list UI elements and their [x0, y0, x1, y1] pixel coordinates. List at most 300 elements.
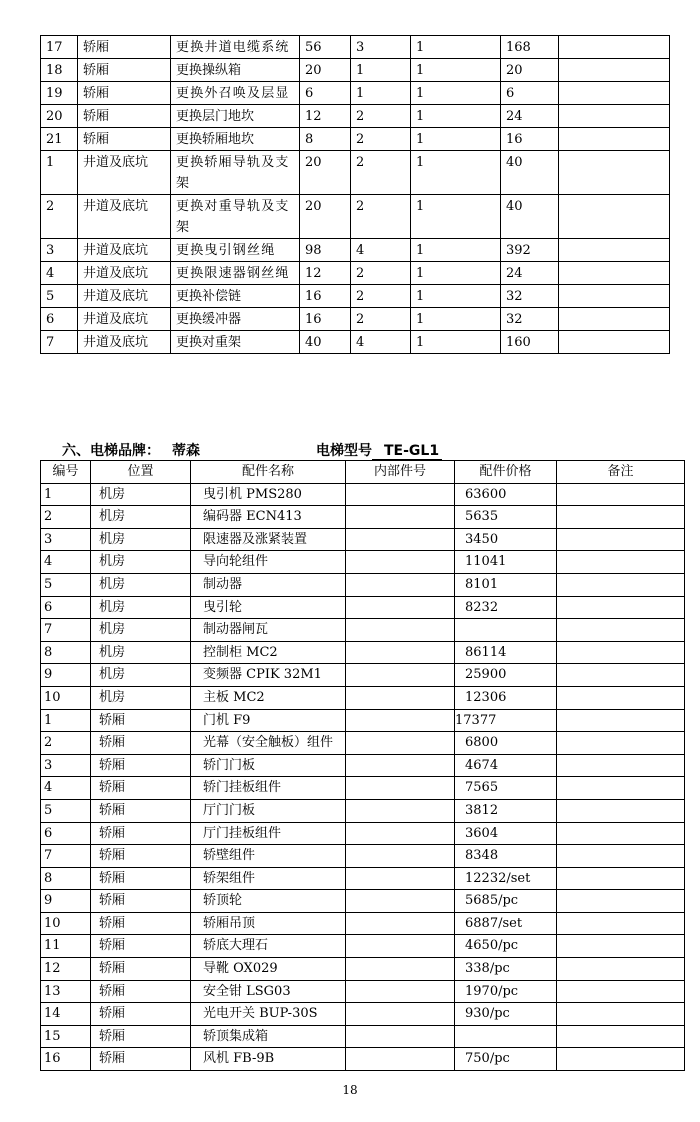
part-location: 轿厢	[91, 980, 191, 1003]
part-remarks	[557, 483, 685, 506]
row-note	[559, 82, 670, 105]
row-location: 轿厢	[78, 105, 171, 128]
row-location: 井道及底坑	[78, 195, 171, 239]
part-price: 11041	[455, 551, 557, 574]
elevator-brand: 蒂森	[166, 440, 230, 461]
part-location: 机房	[91, 551, 191, 574]
row-number: 6	[41, 308, 78, 331]
part-row	[41, 664, 685, 687]
part-row	[41, 686, 685, 709]
row-value-b: 2	[351, 262, 411, 285]
part-name: 轿顶集成箱	[191, 1025, 346, 1048]
row-work-item: 更换井道电缆系统	[171, 36, 300, 59]
row-value-b: 2	[351, 285, 411, 308]
part-name: 曳引机 PMS280	[191, 483, 346, 506]
part-internal-no	[346, 596, 455, 619]
part-row	[41, 754, 685, 777]
part-location: 轿厢	[91, 754, 191, 777]
part-internal-no	[346, 935, 455, 958]
part-internal-no	[346, 528, 455, 551]
row-number: 2	[41, 195, 78, 239]
part-number: 16	[41, 1048, 91, 1071]
part-name: 厅门门板	[191, 799, 346, 822]
row-total: 6	[501, 82, 559, 105]
row-value-a: 16	[300, 285, 351, 308]
part-location: 轿厢	[91, 732, 191, 755]
part-internal-no	[346, 867, 455, 890]
maintenance-row	[41, 151, 670, 195]
part-remarks	[557, 1025, 685, 1048]
part-name: 轿顶轮	[191, 890, 346, 913]
part-price: 930/pc	[455, 1003, 557, 1026]
part-number: 9	[41, 890, 91, 913]
parts-price-table	[40, 460, 685, 1071]
row-value-c: 1	[411, 308, 501, 331]
part-name: 控制柜 MC2	[191, 641, 346, 664]
part-name: 厅门挂板组件	[191, 822, 346, 845]
part-price: 6887/set	[455, 912, 557, 935]
part-number: 12	[41, 958, 91, 981]
row-location: 井道及底坑	[78, 239, 171, 262]
part-internal-no	[346, 664, 455, 687]
part-number: 13	[41, 980, 91, 1003]
part-price: 3604	[455, 822, 557, 845]
part-remarks	[557, 732, 685, 755]
part-internal-no	[346, 958, 455, 981]
row-value-a: 8	[300, 128, 351, 151]
part-number: 6	[41, 822, 91, 845]
part-number: 10	[41, 912, 91, 935]
row-work-item: 更换补偿链	[171, 285, 300, 308]
part-name: 导向轮组件	[191, 551, 346, 574]
part-location: 轿厢	[91, 935, 191, 958]
header-remarks: 备注	[557, 461, 685, 484]
part-number: 7	[41, 845, 91, 868]
row-value-a: 56	[300, 36, 351, 59]
part-internal-no	[346, 845, 455, 868]
row-work-item: 更换限速器钢丝绳	[171, 262, 300, 285]
part-price: 86114	[455, 641, 557, 664]
part-remarks	[557, 1048, 685, 1071]
part-row	[41, 1025, 685, 1048]
part-row	[41, 483, 685, 506]
part-number: 2	[41, 506, 91, 529]
part-internal-no	[346, 822, 455, 845]
part-name: 轿底大理石	[191, 935, 346, 958]
row-number: 19	[41, 82, 78, 105]
header-location: 位置	[91, 461, 191, 484]
row-total: 40	[501, 151, 559, 195]
part-number: 11	[41, 935, 91, 958]
row-value-a: 12	[300, 262, 351, 285]
part-internal-no	[346, 619, 455, 642]
row-value-c: 1	[411, 262, 501, 285]
part-name: 制动器闸瓦	[191, 619, 346, 642]
part-price: 63600	[455, 483, 557, 506]
part-price: 1970/pc	[455, 980, 557, 1003]
row-value-a: 12	[300, 105, 351, 128]
part-price: 6800	[455, 732, 557, 755]
row-value-c: 1	[411, 59, 501, 82]
part-row	[41, 551, 685, 574]
part-name: 主板 MC2	[191, 686, 346, 709]
part-remarks	[557, 912, 685, 935]
row-value-c: 1	[411, 82, 501, 105]
maintenance-row	[41, 308, 670, 331]
part-internal-no	[346, 551, 455, 574]
part-row	[41, 596, 685, 619]
row-total: 24	[501, 105, 559, 128]
part-number: 14	[41, 1003, 91, 1026]
part-row	[41, 619, 685, 642]
row-value-b: 2	[351, 128, 411, 151]
page-number: 18	[342, 1083, 358, 1097]
part-location: 机房	[91, 506, 191, 529]
part-internal-no	[346, 1048, 455, 1071]
maintenance-hours-table-body	[41, 36, 670, 354]
row-value-a: 40	[300, 331, 351, 354]
part-name: 轿门门板	[191, 754, 346, 777]
row-location: 轿厢	[78, 128, 171, 151]
part-location: 轿厢	[91, 867, 191, 890]
part-internal-no	[346, 506, 455, 529]
part-number: 2	[41, 732, 91, 755]
part-remarks	[557, 686, 685, 709]
part-row	[41, 980, 685, 1003]
part-remarks	[557, 754, 685, 777]
row-note	[559, 331, 670, 354]
part-price	[455, 619, 557, 642]
row-value-b: 3	[351, 36, 411, 59]
part-number: 8	[41, 867, 91, 890]
part-price: 25900	[455, 664, 557, 687]
row-value-a: 20	[300, 59, 351, 82]
parts-price-table-body	[41, 483, 685, 1070]
part-internal-no	[346, 980, 455, 1003]
part-remarks	[557, 551, 685, 574]
part-internal-no	[346, 573, 455, 596]
part-location: 机房	[91, 619, 191, 642]
part-name: 风机 FB-9B	[191, 1048, 346, 1071]
part-number: 15	[41, 1025, 91, 1048]
part-row	[41, 777, 685, 800]
part-internal-no	[346, 641, 455, 664]
part-name: 轿厢吊顶	[191, 912, 346, 935]
maintenance-row	[41, 82, 670, 105]
row-location: 井道及底坑	[78, 331, 171, 354]
part-row	[41, 1003, 685, 1026]
part-name: 门机 F9	[191, 709, 346, 732]
part-remarks	[557, 573, 685, 596]
part-price: 8232	[455, 596, 557, 619]
row-location: 井道及底坑	[78, 285, 171, 308]
row-location: 轿厢	[78, 82, 171, 105]
part-name: 制动器	[191, 573, 346, 596]
maintenance-row	[41, 195, 670, 239]
part-price: 8101	[455, 573, 557, 596]
row-work-item: 更换轿厢导轨及支架	[171, 151, 300, 195]
part-price: 4674	[455, 754, 557, 777]
row-work-item: 更换轿厢地坎	[171, 128, 300, 151]
part-location: 轿厢	[91, 1048, 191, 1071]
row-number: 21	[41, 128, 78, 151]
row-value-b: 2	[351, 105, 411, 128]
part-row	[41, 799, 685, 822]
part-row	[41, 890, 685, 913]
part-price: 5685/pc	[455, 890, 557, 913]
row-number: 4	[41, 262, 78, 285]
row-note	[559, 151, 670, 195]
row-value-b: 2	[351, 195, 411, 239]
row-number: 18	[41, 59, 78, 82]
part-name: 轿架组件	[191, 867, 346, 890]
row-value-c: 1	[411, 285, 501, 308]
row-work-item: 更换对重架	[171, 331, 300, 354]
row-location: 轿厢	[78, 59, 171, 82]
part-remarks	[557, 958, 685, 981]
part-internal-no	[346, 890, 455, 913]
maintenance-row	[41, 285, 670, 308]
row-note	[559, 36, 670, 59]
row-number: 3	[41, 239, 78, 262]
part-location: 机房	[91, 528, 191, 551]
part-remarks	[557, 890, 685, 913]
part-location: 轿厢	[91, 912, 191, 935]
part-internal-no	[346, 1025, 455, 1048]
row-work-item: 更换缓冲器	[171, 308, 300, 331]
row-location: 井道及底坑	[78, 308, 171, 331]
part-internal-no	[346, 709, 455, 732]
part-row	[41, 641, 685, 664]
row-total: 40	[501, 195, 559, 239]
part-price: 5635	[455, 506, 557, 529]
part-location: 轿厢	[91, 890, 191, 913]
part-name: 光电开关 BUP-30S	[191, 1003, 346, 1026]
part-remarks	[557, 619, 685, 642]
section-title: 六、电梯品牌：	[62, 443, 160, 459]
part-location: 机房	[91, 664, 191, 687]
part-price: 3812	[455, 799, 557, 822]
row-value-c: 1	[411, 151, 501, 195]
part-number: 8	[41, 641, 91, 664]
part-remarks	[557, 845, 685, 868]
part-remarks	[557, 799, 685, 822]
row-value-c: 1	[411, 105, 501, 128]
part-remarks	[557, 528, 685, 551]
part-row	[41, 845, 685, 868]
part-number: 9	[41, 664, 91, 687]
row-number: 1	[41, 151, 78, 195]
part-number: 7	[41, 619, 91, 642]
part-price: 3450	[455, 528, 557, 551]
row-value-a: 6	[300, 82, 351, 105]
maintenance-row	[41, 331, 670, 354]
part-row	[41, 1048, 685, 1071]
part-remarks	[557, 777, 685, 800]
part-row	[41, 528, 685, 551]
row-value-b: 2	[351, 151, 411, 195]
maintenance-hours-table	[40, 35, 670, 354]
part-location: 机房	[91, 686, 191, 709]
row-number: 20	[41, 105, 78, 128]
part-internal-no	[346, 686, 455, 709]
row-value-b: 1	[351, 82, 411, 105]
part-remarks	[557, 506, 685, 529]
part-remarks	[557, 596, 685, 619]
row-note	[559, 195, 670, 239]
part-internal-no	[346, 777, 455, 800]
row-value-c: 1	[411, 239, 501, 262]
row-total: 392	[501, 239, 559, 262]
row-total: 32	[501, 308, 559, 331]
part-internal-no	[346, 754, 455, 777]
maintenance-row	[41, 239, 670, 262]
row-value-c: 1	[411, 128, 501, 151]
part-number: 10	[41, 686, 91, 709]
part-price: 17377	[455, 709, 557, 732]
row-value-c: 1	[411, 36, 501, 59]
maintenance-row	[41, 128, 670, 151]
row-value-b: 4	[351, 331, 411, 354]
part-location: 机房	[91, 641, 191, 664]
part-price: 7565	[455, 777, 557, 800]
part-number: 1	[41, 483, 91, 506]
part-row	[41, 935, 685, 958]
row-total: 160	[501, 331, 559, 354]
part-price: 12306	[455, 686, 557, 709]
part-location: 机房	[91, 596, 191, 619]
part-row	[41, 822, 685, 845]
elevator-model: TE-GL1	[372, 443, 442, 460]
row-note	[559, 239, 670, 262]
row-value-a: 20	[300, 195, 351, 239]
part-remarks	[557, 664, 685, 687]
part-location: 轿厢	[91, 1003, 191, 1026]
part-location: 轿厢	[91, 822, 191, 845]
row-work-item: 更换对重导轨及支架	[171, 195, 300, 239]
part-internal-no	[346, 1003, 455, 1026]
part-row	[41, 709, 685, 732]
part-name: 曳引轮	[191, 596, 346, 619]
part-number: 5	[41, 799, 91, 822]
part-row	[41, 732, 685, 755]
part-price: 338/pc	[455, 958, 557, 981]
part-price	[455, 1025, 557, 1048]
row-total: 24	[501, 262, 559, 285]
parts-table-header-row	[41, 461, 685, 484]
row-value-b: 4	[351, 239, 411, 262]
row-value-c: 1	[411, 195, 501, 239]
part-price: 4650/pc	[455, 935, 557, 958]
row-location: 井道及底坑	[78, 151, 171, 195]
part-remarks	[557, 980, 685, 1003]
part-name: 安全钳 LSG03	[191, 980, 346, 1003]
part-location: 机房	[91, 573, 191, 596]
part-name: 限速器及涨紧装置	[191, 528, 346, 551]
part-location: 轿厢	[91, 1025, 191, 1048]
row-number: 5	[41, 285, 78, 308]
row-work-item: 更换层门地坎	[171, 105, 300, 128]
row-value-a: 20	[300, 151, 351, 195]
part-name: 轿门挂板组件	[191, 777, 346, 800]
maintenance-row	[41, 105, 670, 128]
part-internal-no	[346, 483, 455, 506]
row-value-c: 1	[411, 331, 501, 354]
row-work-item: 更换操纵箱	[171, 59, 300, 82]
part-name: 编码器 ECN413	[191, 506, 346, 529]
header-internal-part-no: 内部件号	[346, 461, 455, 484]
row-location: 轿厢	[78, 36, 171, 59]
part-name: 变频器 CPIK 32M1	[191, 664, 346, 687]
maintenance-row	[41, 59, 670, 82]
part-price: 12232/set	[455, 867, 557, 890]
row-value-b: 2	[351, 308, 411, 331]
part-internal-no	[346, 799, 455, 822]
part-location: 轿厢	[91, 799, 191, 822]
row-value-b: 1	[351, 59, 411, 82]
part-location: 轿厢	[91, 709, 191, 732]
part-number: 4	[41, 551, 91, 574]
part-number: 4	[41, 777, 91, 800]
row-note	[559, 308, 670, 331]
row-number: 7	[41, 331, 78, 354]
row-number: 17	[41, 36, 78, 59]
part-row	[41, 573, 685, 596]
part-location: 轿厢	[91, 958, 191, 981]
part-internal-no	[346, 732, 455, 755]
part-row	[41, 958, 685, 981]
row-work-item: 更换外召唤及层显	[171, 82, 300, 105]
maintenance-row	[41, 262, 670, 285]
part-remarks	[557, 1003, 685, 1026]
row-value-a: 16	[300, 308, 351, 331]
part-name: 光幕（安全触板）组件	[191, 732, 346, 755]
row-total: 16	[501, 128, 559, 151]
part-name: 导靴 OX029	[191, 958, 346, 981]
row-work-item: 更换曳引钢丝绳	[171, 239, 300, 262]
row-total: 168	[501, 36, 559, 59]
row-note	[559, 105, 670, 128]
part-name: 轿壁组件	[191, 845, 346, 868]
part-price: 8348	[455, 845, 557, 868]
part-row	[41, 867, 685, 890]
row-total: 20	[501, 59, 559, 82]
part-number: 1	[41, 709, 91, 732]
elevator-model-label: 电梯型号	[316, 443, 372, 459]
part-remarks	[557, 867, 685, 890]
part-location: 轿厢	[91, 777, 191, 800]
row-value-a: 98	[300, 239, 351, 262]
header-price: 配件价格	[455, 461, 557, 484]
part-remarks	[557, 935, 685, 958]
row-note	[559, 59, 670, 82]
row-note	[559, 262, 670, 285]
row-note	[559, 285, 670, 308]
part-number: 6	[41, 596, 91, 619]
row-location: 井道及底坑	[78, 262, 171, 285]
part-number: 3	[41, 528, 91, 551]
part-remarks	[557, 709, 685, 732]
maintenance-row	[41, 36, 670, 59]
row-total: 32	[501, 285, 559, 308]
part-row	[41, 912, 685, 935]
part-location: 轿厢	[91, 845, 191, 868]
part-remarks	[557, 641, 685, 664]
part-number: 5	[41, 573, 91, 596]
part-price: 750/pc	[455, 1048, 557, 1071]
header-part-name: 配件名称	[191, 461, 346, 484]
part-remarks	[557, 822, 685, 845]
